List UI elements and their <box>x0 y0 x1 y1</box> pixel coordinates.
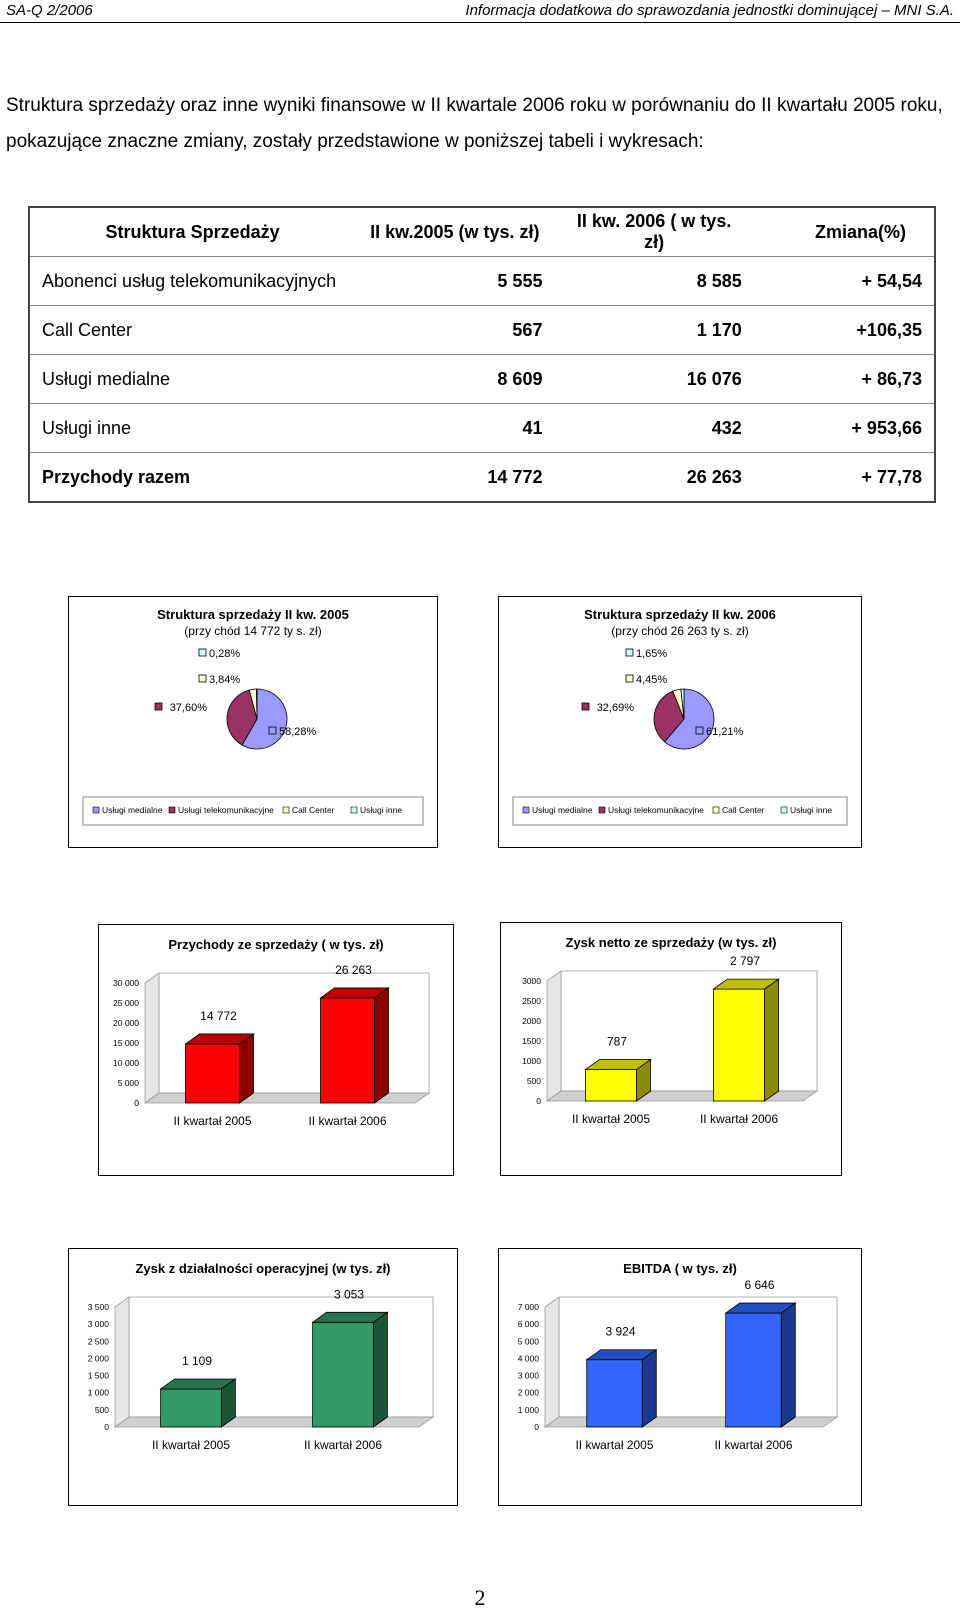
bar-front <box>713 989 764 1101</box>
column-header: Struktura Sprzedaży <box>29 207 355 257</box>
table-row <box>29 404 935 453</box>
header-rule <box>0 22 960 23</box>
label-key <box>269 727 276 734</box>
legend-swatch <box>93 807 99 813</box>
data-label: 3,84% <box>209 674 241 686</box>
bar <box>161 1379 236 1427</box>
table-cell: 16 076 <box>554 355 753 404</box>
chart-subtitle: (przy chód 26 263 ty s. zł) <box>611 624 749 638</box>
x-tick-label: II kwartał 2005 <box>575 1438 654 1452</box>
row-label: Call Center <box>29 306 355 355</box>
bar-front <box>161 1389 222 1427</box>
table-row <box>29 306 935 355</box>
intro-paragraph: Struktura sprzedaży oraz inne wyniki finansowe w II kwartale 2006 roku w porównaniu do II kwartału 2005 roku, pokazujące znaczne zmiany, zostały przedstawione w poniższej tabeli i wykresach: <box>6 95 943 152</box>
chart-legend <box>83 797 423 825</box>
page-header <box>0 0 960 24</box>
data-label: 1,65% <box>636 648 668 660</box>
side-wall <box>547 971 561 1101</box>
y-tick-label: 0 <box>534 1422 539 1432</box>
bar <box>713 979 778 1101</box>
y-tick-label: 1500 <box>522 1036 541 1046</box>
bar-side <box>240 1034 254 1103</box>
bar-side <box>781 1303 795 1427</box>
legend-swatch <box>283 807 289 813</box>
bar-front <box>726 1313 782 1427</box>
label-key <box>696 727 703 734</box>
y-tick-label: 2500 <box>522 996 541 1006</box>
data-label: 61,21% <box>706 726 744 738</box>
y-tick-label: 1 000 <box>517 1404 539 1415</box>
table-cell: 8 585 <box>554 257 753 306</box>
y-tick-label: 3 000 <box>87 1319 109 1330</box>
pie-chart-svg <box>69 597 437 847</box>
legend-swatch <box>713 807 719 813</box>
data-label: 4,45% <box>636 674 668 686</box>
data-label: 2 797 <box>729 954 761 969</box>
label-key <box>199 649 206 656</box>
bar-chart-svg <box>499 1249 861 1505</box>
y-tick-label: 2000 <box>522 1016 541 1026</box>
table-cell: + 77,78 <box>861 466 922 487</box>
row-label: Usługi medialne <box>29 355 355 404</box>
table-cell: + 54,54 <box>754 257 935 306</box>
data-label: 6 646 <box>744 1278 775 1293</box>
y-tick-label: 1000 <box>522 1056 541 1066</box>
y-tick-label: 500 <box>526 1076 541 1086</box>
bar <box>321 988 389 1103</box>
data-label: 58,28% <box>279 726 317 738</box>
y-tick-label: 4 000 <box>517 1353 539 1364</box>
report-code: SA-Q 2/2006 <box>6 2 93 19</box>
legend-label: Call Center <box>292 805 335 815</box>
table-cell: 432 <box>554 404 753 453</box>
bar <box>587 1350 657 1427</box>
label-key <box>626 649 633 656</box>
chart-title: Przychody ze sprzedaży ( w tys. zł) <box>168 937 384 952</box>
x-tick-label: II kwartał 2005 <box>151 1438 231 1452</box>
table-cell: 5 555 <box>355 257 554 306</box>
legend-swatch <box>169 807 175 813</box>
data-label: 14 772 <box>200 1008 237 1023</box>
y-tick-label: 3000 <box>522 976 541 986</box>
label-key <box>582 703 589 710</box>
table-cell: 567 <box>355 306 554 355</box>
y-tick-label: 30 000 <box>113 978 139 988</box>
table-row <box>29 257 935 306</box>
table-header-row <box>29 207 935 257</box>
chart-title: Struktura sprzedaży II kw. 2005 <box>157 607 349 622</box>
label-key <box>155 703 162 710</box>
label-key <box>626 675 633 682</box>
chart-subtitle: (przy chód 14 772 ty s. zł) <box>184 624 322 638</box>
net-profit-bar-chart <box>500 922 842 1176</box>
bar-front <box>587 1360 643 1427</box>
y-tick-label: 2 500 <box>87 1336 109 1347</box>
y-tick-label: 0 <box>536 1096 541 1106</box>
table-cell: 26 263 <box>686 466 742 487</box>
y-tick-label: 0 <box>134 1098 139 1108</box>
legend-swatch <box>523 807 529 813</box>
table-cell: 41 <box>355 404 554 453</box>
bar-chart-svg <box>99 925 453 1175</box>
bar-side <box>373 1312 387 1427</box>
x-tick-label: II kwartał 2006 <box>303 1438 383 1452</box>
pie-chart-2006 <box>498 596 862 848</box>
chart-title: Struktura sprzedaży II kw. 2006 <box>584 607 776 622</box>
data-label: 32,69% <box>596 702 634 714</box>
x-tick-label: II kwartał 2006 <box>308 1114 387 1128</box>
bar <box>726 1303 796 1427</box>
data-label: 37,60% <box>169 702 207 714</box>
side-wall <box>145 973 159 1103</box>
legend-swatch <box>599 807 605 813</box>
side-wall <box>545 1297 559 1427</box>
pie-chart-svg <box>499 597 861 847</box>
y-tick-label: 2 000 <box>517 1387 539 1398</box>
report-title: Informacja dodatkowa do sprawozdania jednostki dominującej – MNI S.A. <box>465 2 954 19</box>
y-tick-label: 6 000 <box>517 1319 539 1330</box>
sales-structure-table <box>28 206 936 503</box>
row-label: Przychody razem <box>42 466 191 487</box>
data-label: 26 263 <box>335 962 372 977</box>
operating-profit-bar-chart <box>68 1248 458 1506</box>
bar-side <box>642 1350 656 1427</box>
legend-label: Call Center <box>722 805 765 815</box>
y-tick-label: 7 000 <box>517 1302 539 1312</box>
page-number: 2 <box>474 1585 486 1610</box>
bar <box>585 1060 650 1101</box>
table-cell: +106,35 <box>754 306 935 355</box>
bar-front <box>186 1044 240 1103</box>
row-label: Abonenci usług telekomunikacyjnych <box>29 257 355 306</box>
data-label: 3 053 <box>333 1287 365 1302</box>
bar-front <box>321 998 375 1103</box>
legend-label: Usługi telekomunikacyjne <box>178 805 274 815</box>
y-tick-label: 500 <box>94 1404 109 1415</box>
y-tick-label: 1 500 <box>87 1370 109 1381</box>
y-tick-label: 20 000 <box>113 1018 139 1028</box>
bar-chart-svg <box>69 1249 457 1505</box>
table-cell: 1 170 <box>554 306 753 355</box>
y-tick-label: 5 000 <box>117 1078 139 1088</box>
data-label: 0,28% <box>209 648 241 660</box>
column-header: Zmiana(%) <box>754 207 935 257</box>
chart-title: Zysk z działalności operacyjnej (w tys. zł) <box>135 1261 391 1276</box>
data-label: 787 <box>606 1034 628 1049</box>
table-row <box>29 355 935 404</box>
table-cell: 14 772 <box>487 466 543 487</box>
y-tick-label: 3 500 <box>87 1302 109 1312</box>
pie-slice <box>256 689 257 719</box>
legend-label: Usługi medialne <box>532 805 593 815</box>
bar <box>313 1312 388 1427</box>
bar-side <box>765 979 779 1101</box>
ebitda-bar-chart <box>498 1248 862 1506</box>
bar <box>186 1034 254 1103</box>
table-cell: 8 609 <box>355 355 554 404</box>
x-tick-label: II kwartał 2005 <box>571 1112 651 1126</box>
legend-label: Usługi telekomunikacyjne <box>608 805 704 815</box>
data-label: 3 924 <box>605 1324 636 1339</box>
pie-chart-2005 <box>68 596 438 848</box>
y-tick-label: 5 000 <box>517 1336 539 1347</box>
bar-side <box>375 988 389 1103</box>
side-wall <box>115 1297 129 1427</box>
y-tick-label: 3 000 <box>517 1370 539 1381</box>
y-tick-label: 25 000 <box>113 998 139 1008</box>
column-header: II kw.2005 (w tys. zł) <box>355 207 554 257</box>
column-header: II kw. 2006 ( w tys. zł) <box>554 207 753 257</box>
legend-label: Usługi medialne <box>102 805 163 815</box>
x-tick-label: II kwartał 2006 <box>714 1438 793 1452</box>
chart-title: EBITDA ( w tys. zł) <box>623 1261 737 1276</box>
revenue-bar-chart <box>98 924 454 1176</box>
legend-label: Usługi inne <box>790 805 833 815</box>
table-cell: + 953,66 <box>754 404 935 453</box>
legend-label: Usługi inne <box>360 805 403 815</box>
y-tick-label: 15 000 <box>113 1038 139 1048</box>
legend-swatch <box>781 807 787 813</box>
legend-swatch <box>351 807 357 813</box>
bar-front <box>585 1070 636 1101</box>
data-label: 1 109 <box>181 1353 213 1368</box>
bar-chart-svg <box>501 923 841 1175</box>
x-tick-label: II kwartał 2005 <box>173 1114 252 1128</box>
chart-legend <box>513 797 847 825</box>
label-key <box>199 675 206 682</box>
chart-title: Zysk netto ze sprzedaży (w tys. zł) <box>565 935 777 950</box>
y-tick-label: 1 000 <box>87 1387 109 1398</box>
table-total-row <box>29 453 935 503</box>
bar-front <box>313 1322 374 1427</box>
row-label: Usługi inne <box>29 404 355 453</box>
y-tick-label: 0 <box>104 1422 109 1432</box>
x-tick-label: II kwartał 2006 <box>699 1112 779 1126</box>
y-tick-label: 2 000 <box>87 1353 109 1364</box>
table-cell: + 86,73 <box>754 355 935 404</box>
y-tick-label: 10 000 <box>113 1058 139 1068</box>
